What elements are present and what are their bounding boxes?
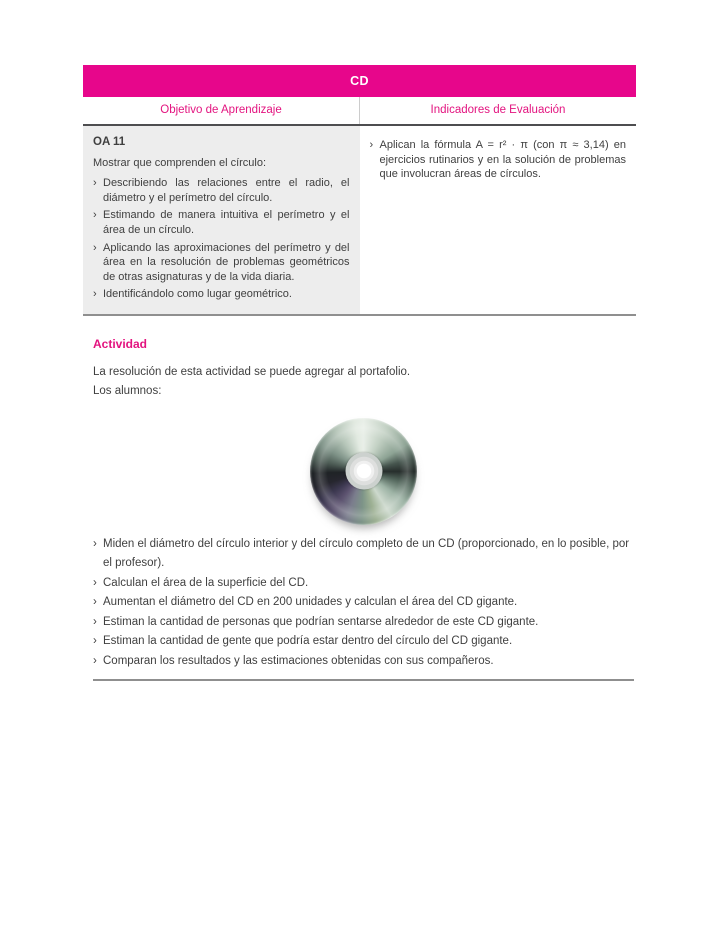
list-item: [93, 593, 634, 613]
cd-photo: [310, 418, 417, 525]
activity-section: [83, 337, 636, 682]
list-item: [93, 574, 634, 594]
list-item-text: Aumentan el diámetro del CD en 200 unidades y calculan el área del CD gigante.: [103, 596, 518, 609]
list-item-text: Aplican la fórmula A = r² · π (con π ≈ 3,14) en ejercicios rutinarios y en la solución de problemas que involucran áreas de círculos.: [379, 139, 626, 181]
list-item-text: Estiman la cantidad de personas que podrían sentarse alrededor de este CD gigante.: [103, 615, 539, 628]
list-item-text: Describiendo las relaciones entre el radio, el diámetro y el perímetro del círculo.: [103, 177, 350, 204]
bullet-icon: ›: [93, 596, 97, 609]
list-item: [93, 287, 350, 302]
objective-intro: Mostrar que comprenden el círculo:: [93, 156, 267, 169]
bullet-icon: ›: [93, 635, 97, 648]
table-column-headers: [83, 97, 636, 126]
indicators-bullet-list: [370, 138, 627, 182]
indicators-cell: [360, 126, 637, 314]
bullet-icon: ›: [93, 209, 97, 222]
list-item: [370, 138, 627, 182]
bullet-icon: ›: [93, 537, 97, 550]
bullet-icon: ›: [93, 615, 97, 628]
section-divider: [93, 679, 634, 681]
column-header-objetivo: Objetivo de Aprendizaje: [83, 97, 360, 124]
activity-note: La resolución de esta actividad se puede agregar al portafolio.: [93, 365, 411, 378]
list-item: [93, 176, 350, 205]
bullet-icon: ›: [93, 654, 97, 667]
list-item: [93, 613, 634, 633]
list-item: [93, 632, 634, 652]
bullet-icon: ›: [93, 177, 97, 190]
table-body: [83, 126, 636, 316]
bullet-icon: ›: [93, 241, 97, 254]
objective-cell: [83, 126, 360, 314]
cd-image-container: [93, 418, 634, 525]
list-item-text: Miden el diámetro del círculo interior y del círculo completo de un CD (proporcionado, en lo posible, por el profesor).: [103, 537, 630, 570]
bullet-icon: ›: [369, 139, 374, 151]
list-item: [93, 241, 350, 285]
table-title-bar: [83, 65, 636, 97]
bullet-icon: ›: [93, 576, 97, 589]
activity-steps-list: [93, 535, 634, 672]
objective-bullet-list: [93, 176, 350, 302]
list-item-text: Estiman la cantidad de gente que podría estar dentro del círculo del CD gigante.: [103, 635, 513, 648]
list-item-text: Aplicando las aproximaciones del perímetro y del área en la resolución de problemas geométricos de otras asignaturas y de la vida diaria.: [103, 241, 350, 283]
list-item-text: Calculan el área de la superficie del CD.: [103, 576, 309, 589]
cd-hub: [345, 453, 382, 490]
activity-heading: Actividad: [93, 336, 148, 351]
list-item: [93, 652, 634, 672]
list-item-text: Comparan los resultados y las estimaciones obtenidas con sus compañeros.: [103, 654, 494, 667]
activity-lead: Los alumnos:: [93, 385, 162, 398]
column-header-indicadores: Indicadores de Evaluación: [430, 104, 566, 116]
table-title: CD: [350, 74, 369, 88]
bullet-icon: ›: [93, 288, 97, 301]
list-item-text: Estimando de manera intuitiva el perímetro y el área de un círculo.: [103, 209, 350, 236]
list-item: [93, 208, 350, 237]
objective-code: OA 11: [93, 136, 126, 148]
list-item: [93, 535, 634, 574]
document-page: [83, 65, 636, 681]
list-item-text: Identificándolo como lugar geométrico.: [103, 288, 292, 301]
